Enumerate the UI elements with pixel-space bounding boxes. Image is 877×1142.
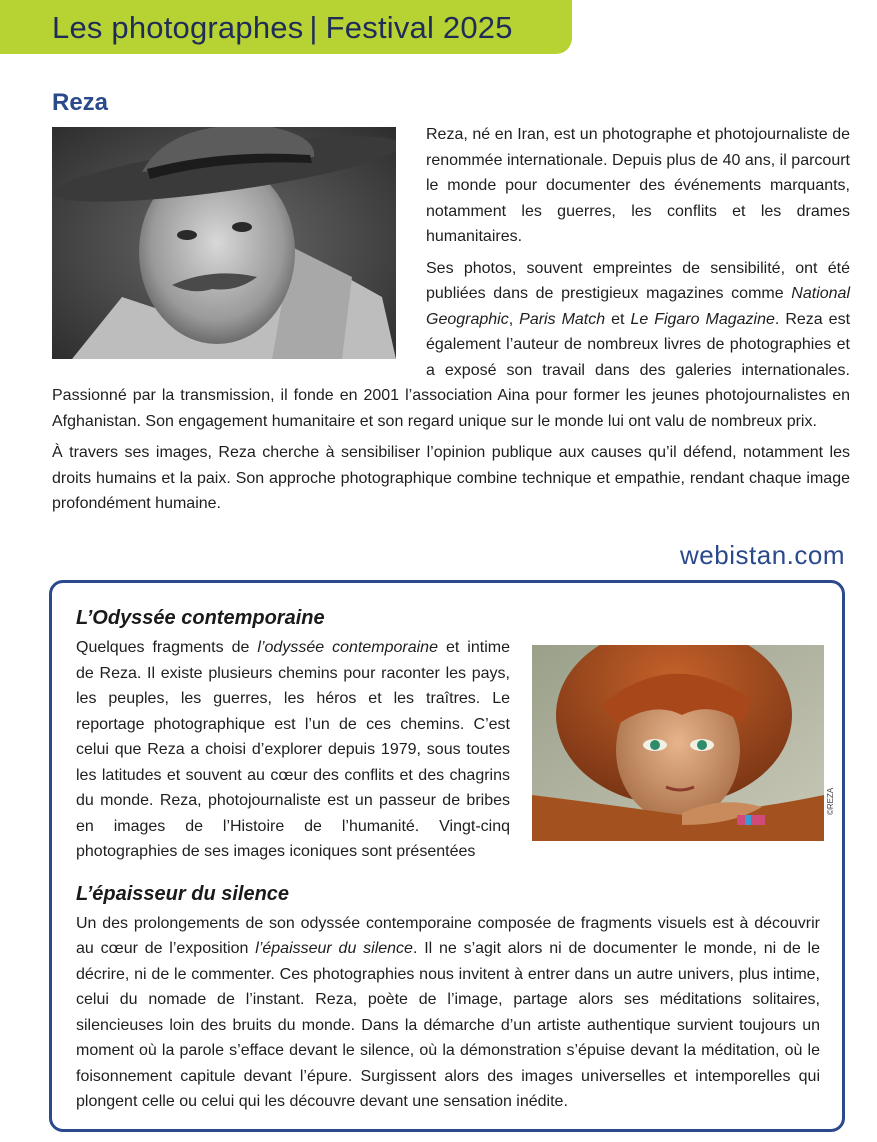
silence-text-b: . Il ne s’agit alors ni de documenter le monde, ni de le décrire, ni de le commenter. Ces photographies nous invitent à entrer dans un autre univers, plus intime, celui du nomade de l’instant. Reza, poète de l’image, partage alors ses méditations solitaires, silencieuses loin des bruits du monde. Dans la démarche d’un artiste authentique survient toujours un moment où la parole s’efface devant le silence, où la démonstration s’épuise devant la méditation, où le foisonnement capitule devant l’épure. Surgissent alors des images universelles et intemporelles qui plongent celle ou celui qui les découvre devant une sensation inédite. <box>76 940 821 1110</box>
silence-emphasis: l’épaisseur du silence <box>255 940 413 957</box>
magazine-name-1: National Geographic <box>426 285 850 328</box>
header-subtitle: Festival 2025 <box>325 10 513 45</box>
bio-paragraph-3: À travers ses images, Reza cherche à sensibiliser l’opinion publique aux causes qu’il défend, notamment les droits humains et la paix. Son approche photographique combine technique et empathie, rendant chaque image profondément humaine. <box>52 444 850 512</box>
bio-p2-text-b: , <box>508 310 520 328</box>
section-text-silence <box>76 911 820 1115</box>
header-title: Les photographes <box>52 10 304 45</box>
child-illustration <box>532 645 824 841</box>
odyssee-text-b: et intime de Reza. Il existe plusieurs chemins pour raconter les pays, les peuples, les guerres, les héros et les traîtres. Le reportage photographique est l’un de ces chemins. C’est celui que Reza a choisi d’explorer depuis 1979, sous toutes les latitudes et souvent au cœur des conflits et des chagrins du monde. Reza, photojournaliste est un passeur de bribes en images de l’Histoire de l’humanité. Vingt-cinq photographies de ses images iconiques sont présentées <box>76 639 510 860</box>
section-title-odyssee: L’Odyssée contemporaine <box>76 607 325 629</box>
silence-text-a: Un des prolongements de son odyssée contemporaine composée de fragments visuels est à découvrir au cœur de l’exposition <box>76 914 820 957</box>
section-title-silence: L’épaisseur du silence <box>76 882 290 905</box>
bio-paragraph-1: Reza, né en Iran, est un photographe et photojournaliste de renommée internationale. Depuis plus de 40 ans, il parcourt le monde pour documenter des événements marquants, notamment les guerres, les conflits et les drames humanitaires. <box>426 126 850 245</box>
magazine-name-3: Le Figaro Magazine <box>630 310 775 328</box>
bio-text <box>52 122 850 523</box>
child-portrait-photo <box>532 645 824 841</box>
magazine-name-2: Paris Match <box>519 310 606 328</box>
bio-p2-text-d: . Reza est également l’auteur de nombreux livres de photographies et a exposé son travail dans des galeries internationales. Passionné par la transmission, il fonde en 2001 l’association Aina pour former les jeunes photojournalistes en Afghanistan. Son engagement humanitaire et son regard unique sur le monde lui ont valu de nombreux prix. <box>52 310 851 430</box>
photo-credit: ©REZA <box>826 787 835 815</box>
bio-p2-text-a: Ses photos, souvent empreintes de sensibilité, ont été publiées dans de prestigieux magazines comme <box>426 259 850 302</box>
photographer-name: Reza <box>52 89 109 116</box>
exhibition-box <box>49 580 845 1132</box>
odyssee-text-a: Quelques fragments de <box>76 639 258 656</box>
photo-spacer <box>52 122 426 378</box>
page-header <box>52 6 513 50</box>
header-separator: | <box>309 10 318 45</box>
source-link[interactable]: webistan.com <box>680 540 845 570</box>
bio-p2-text-c: et <box>605 310 631 328</box>
odyssee-emphasis: l’odyssée contemporaine <box>257 639 438 656</box>
